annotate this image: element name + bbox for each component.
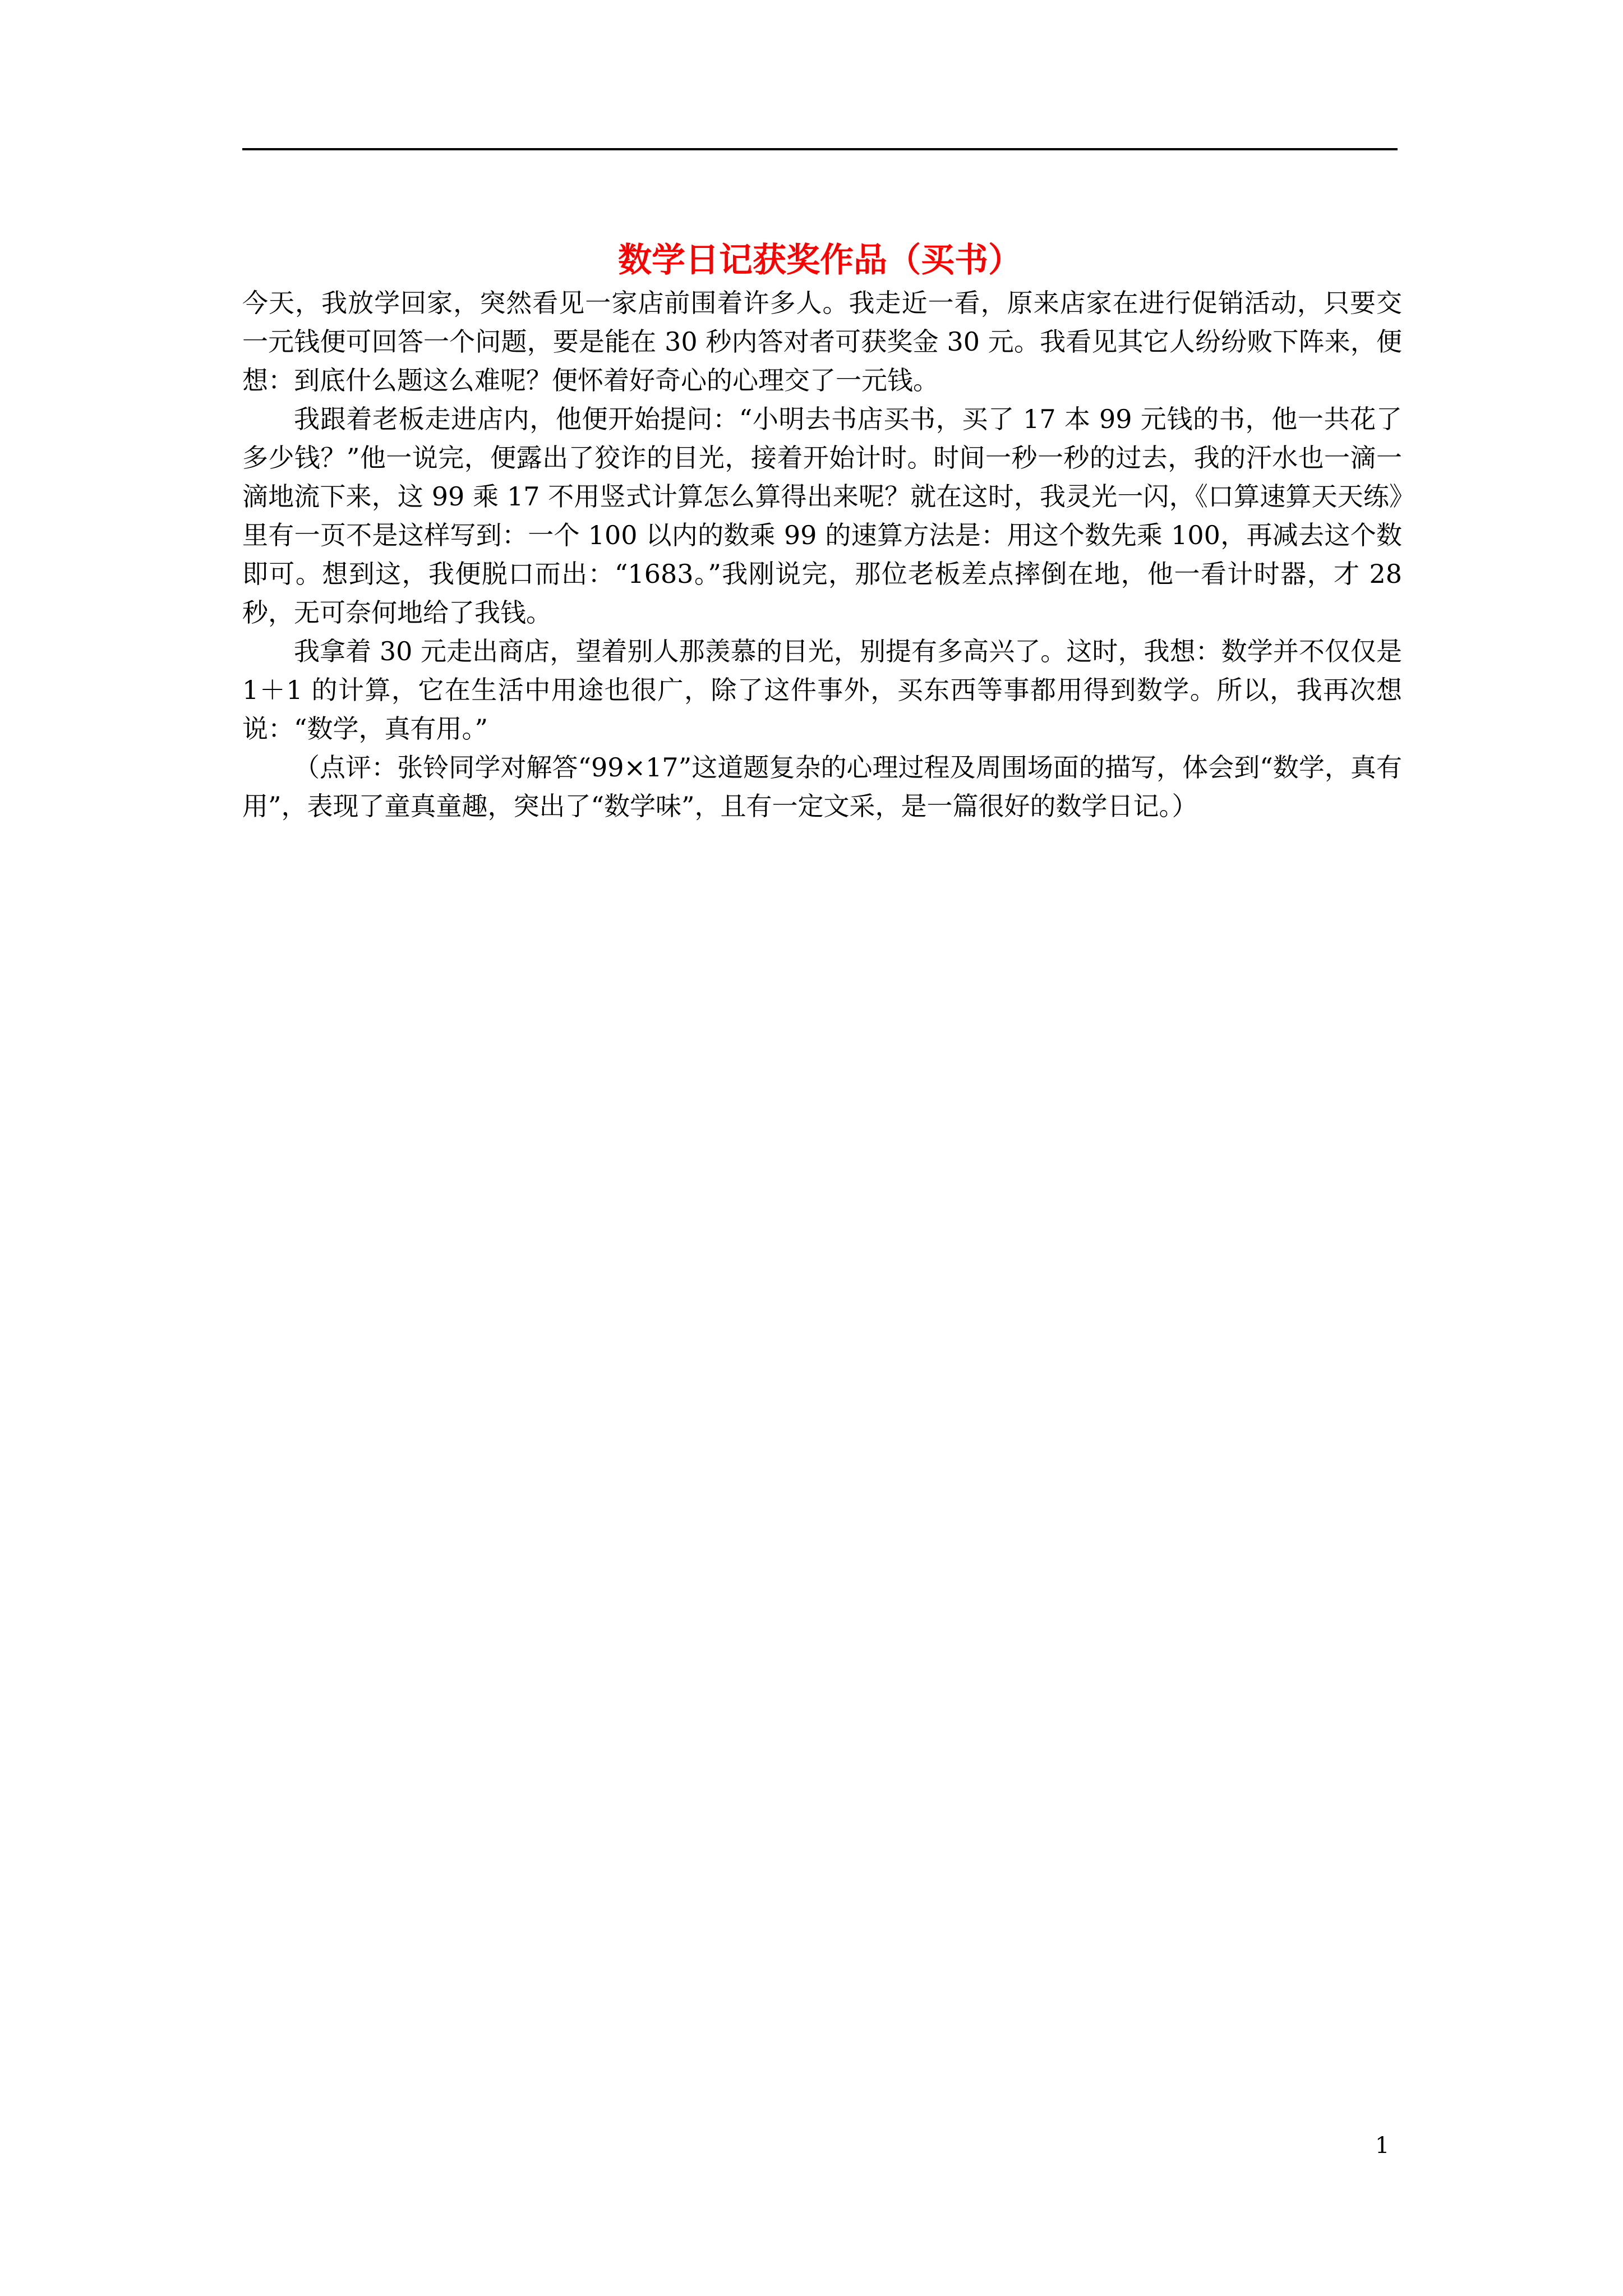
document-body xyxy=(242,284,1402,826)
page-number: 1 xyxy=(1375,2133,1390,2159)
paragraph-3: 我拿着 30 元走出商店，望着别人那羡慕的目光，别提有多高兴了。这时，我想：数学并不仅仅是 1＋1 的计算，它在生活中用途也很广，除了这件事外，买东西等事都用得到数学。所以，我再次想说：“数学，真有用。” xyxy=(242,636,1402,744)
paragraph-commentary: （点评：张铃同学对解答“99×17”这道题复杂的心理过程及周围场面的描写，体会到“数学，真有用”，表现了童真童趣，突出了“数学味”，且有一定文采，是一篇很好的数学日记。） xyxy=(242,752,1402,821)
paragraph-1: 今天，我放学回家，突然看见一家店前围着许多人。我走近一看，原来店家在进行促销活动，只要交一元钱便可回答一个问题，要是能在 30 秒内答对者可获奖金 30 元。我看见其它人纷纷败下阵来，便想：到底什么题这么难呢？便怀着好奇心的心理交了一元钱。 xyxy=(242,288,1402,395)
document-title: 数学日记获奖作品（买书） xyxy=(618,241,1022,280)
paragraph-2: 我跟着老板走进店内，他便开始提问：“小明去书店买书，买了 17 本 99 元钱的书，他一共花了多少钱？”他一说完，便露出了狡诈的目光，接着开始计时。时间一秒一秒的过去，我的汗水也一滴一滴地流下来，这 99 乘 17 不用竖式计算怎么算得出来呢？就在这时，我灵光一闪，《口算速算天天练》里有一页不是这样写到：一个 100 以内的数乘 99 的速算方法是：用这个数先乘 100，再减去这个数即可。想到这，我便脱口而出：“1683。”我刚说完，那位老板差点摔倒在地，他一看计时器，才 28 秒，无可奈何地给了我钱。 xyxy=(242,404,1402,628)
header-rule xyxy=(242,148,1398,150)
